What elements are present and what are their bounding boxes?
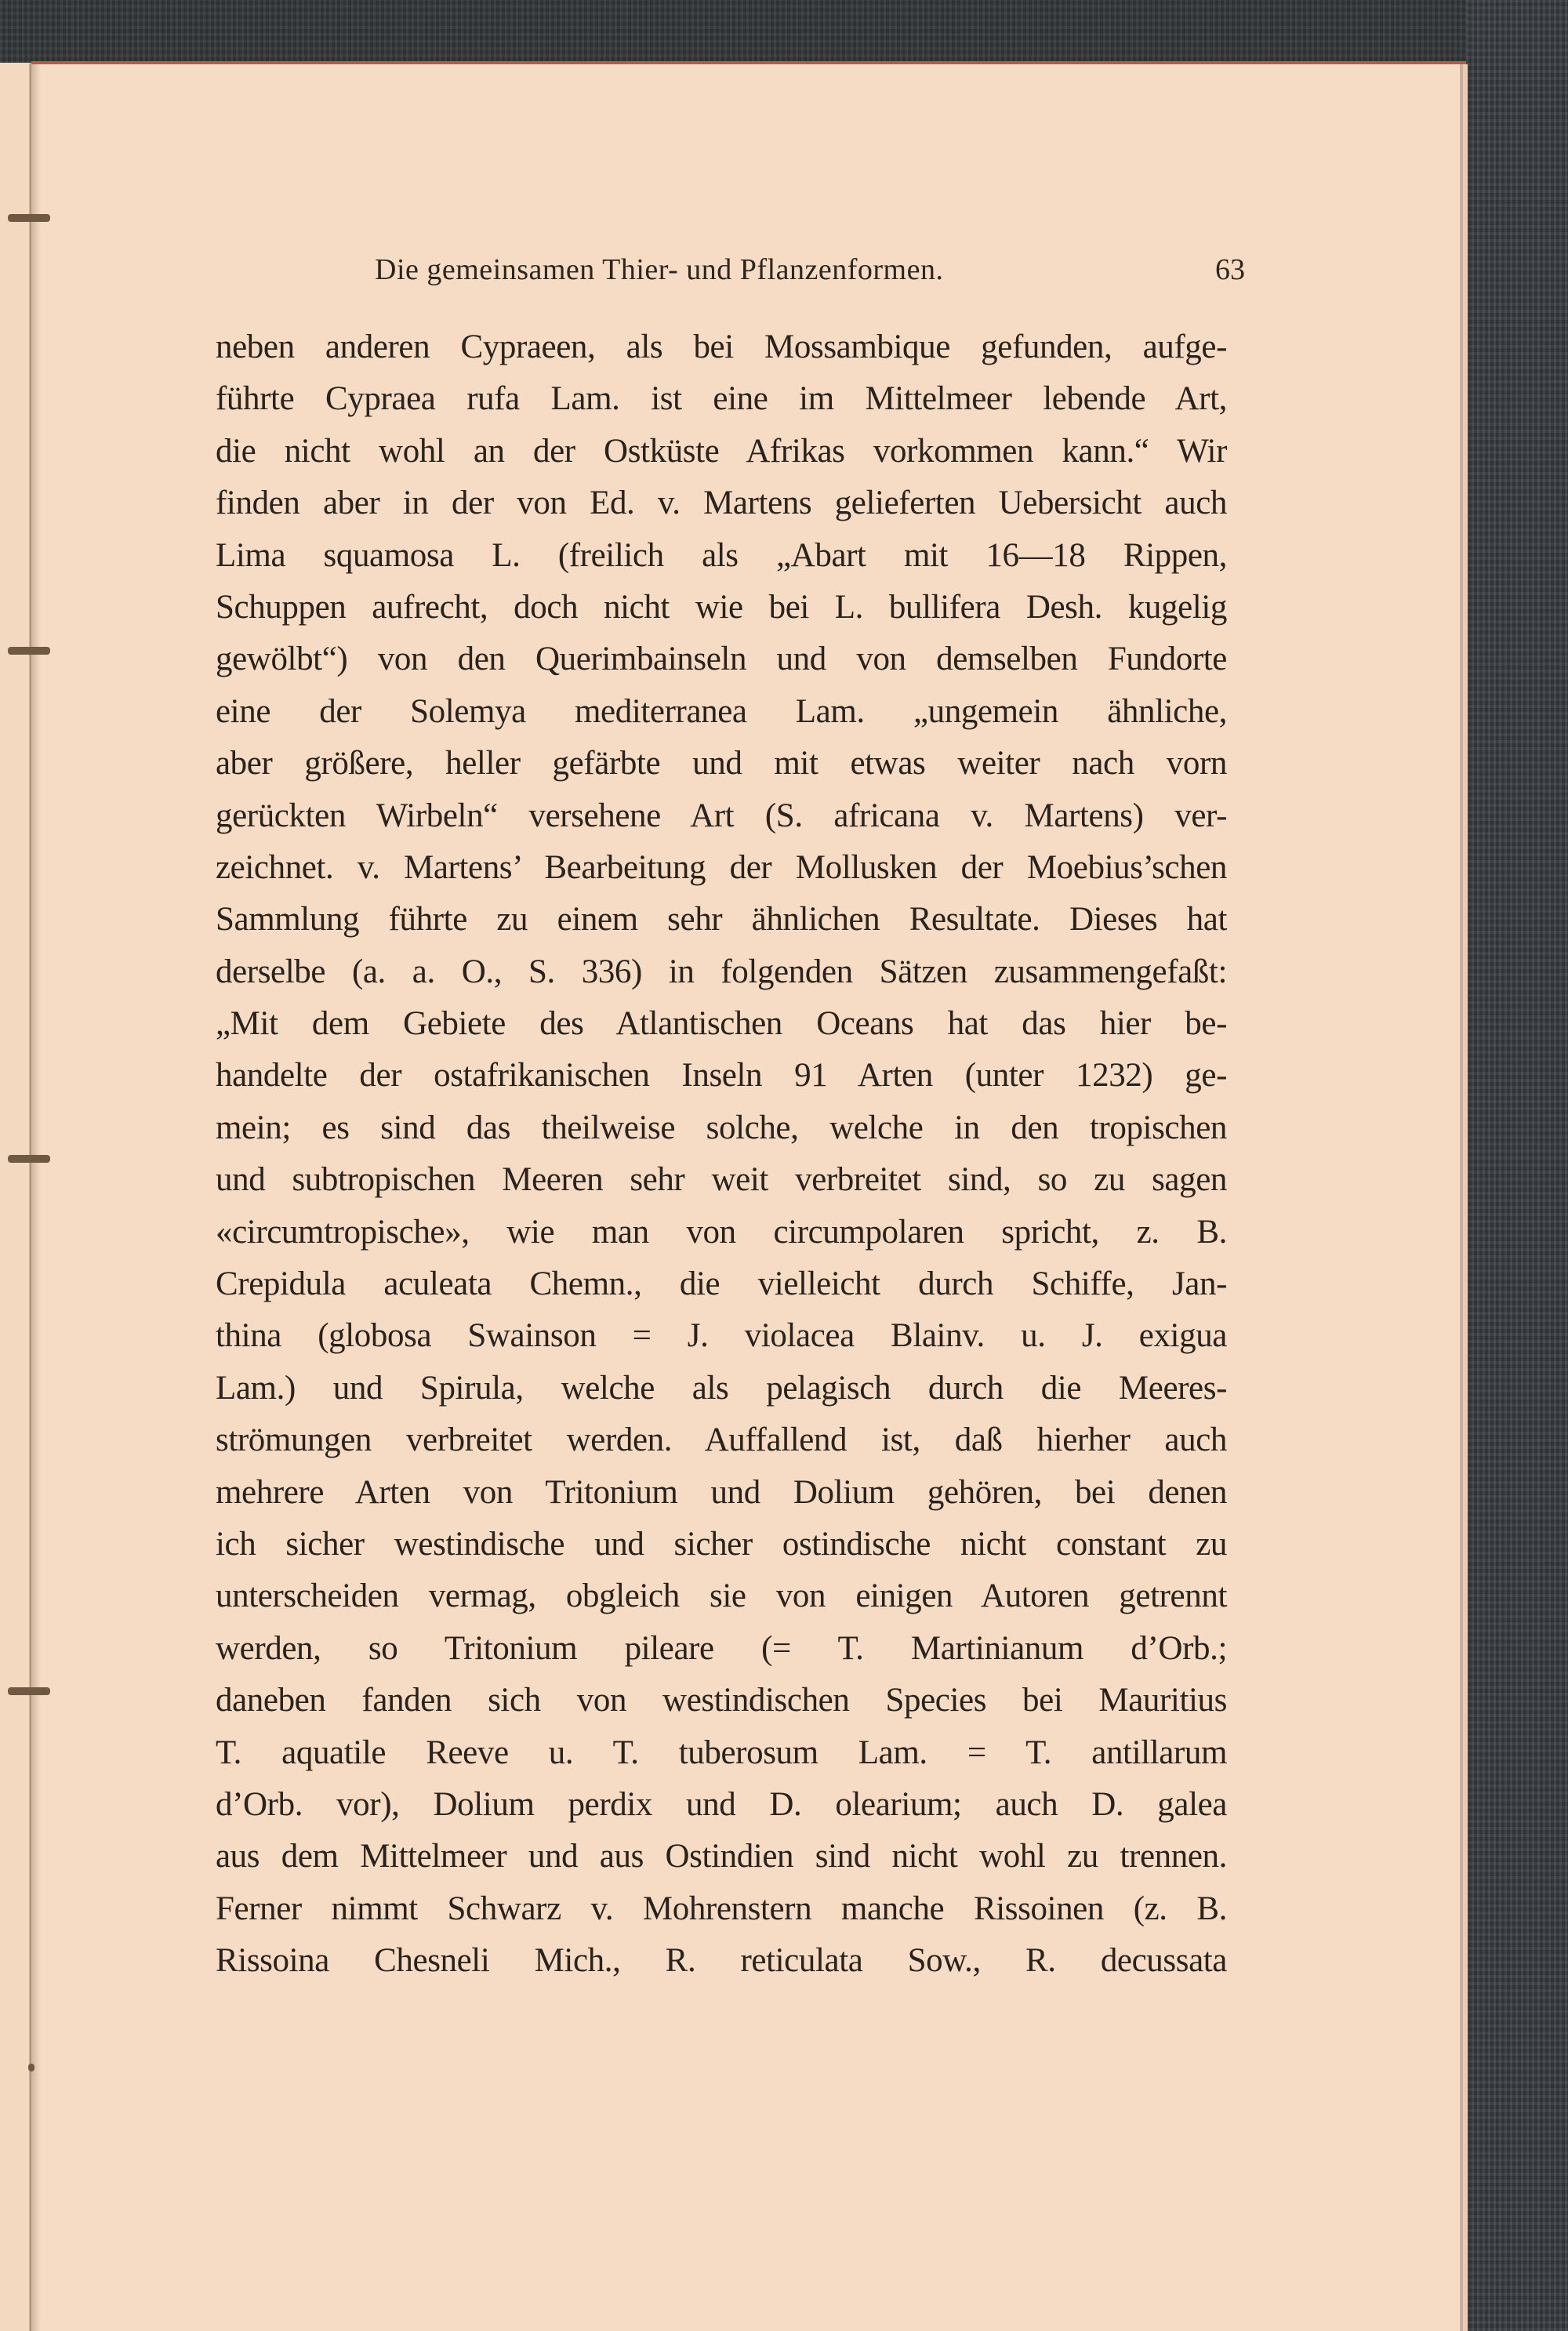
binding-thread-mark (28, 2064, 34, 2071)
text-line: und subtropischen Meeren sehr weit verbreitet sind, so zu sagen (216, 1161, 1227, 1199)
text-line: daneben fanden sich von westindischen Species bei Mauritius (216, 1682, 1227, 1719)
text-line: gewölbt“) von den Querimbainseln und von demselben Fundorte (216, 641, 1227, 678)
text-line: Crepidula aculeata Chemn., die vielleicht durch Schiffe, Jan- (216, 1265, 1227, 1303)
running-head (375, 252, 1245, 287)
text-line: T. aquatile Reeve u. T. tuberosum Lam. = T. antillarum (216, 1734, 1227, 1771)
running-head-title: Die gemeinsamen Thier- und Pflanzenformen. (375, 253, 944, 286)
text-line: handelte der ostafrikanischen Inseln 91 Arten (unter 1232) ge- (216, 1057, 1227, 1095)
text-line: gerückten Wirbeln“ versehene Art (S. africana v. Martens) ver- (216, 797, 1227, 834)
text-line: finden aber in der von Ed. v. Martens gelieferten Uebersicht auch (216, 485, 1227, 522)
text-line: die nicht wohl an der Ostküste Afrikas vorkommen kann.“ Wir (216, 432, 1227, 470)
text-line: aus dem Mittelmeer und aus Ostindien sind nicht wohl zu trennen. (216, 1838, 1227, 1875)
text-line: Lam.) und Spirula, welche als pelagisch durch die Meeres- (216, 1369, 1227, 1407)
page-number: 63 (1215, 253, 1245, 286)
text-line: eine der Solemya mediterranea Lam. „ungemein ähnliche, (216, 692, 1227, 730)
book-binding-top (0, 0, 1568, 64)
text-line: ich sicher westindische und sicher ostindische nicht constant zu (216, 1525, 1227, 1563)
text-line: aber größere, heller gefärbte und mit etwas weiter nach vorn (216, 745, 1227, 782)
text-line: mein; es sind das theilweise solche, welche in den tropischen (216, 1109, 1227, 1146)
text-line: derselbe (a. a. O., S. 336) in folgenden Sätzen zusammengefaßt: (216, 953, 1227, 990)
text-line: werden, so Tritonium pileare (= T. Martinianum d’Orb.; (216, 1629, 1227, 1667)
text-line: zeichnet. v. Martens’ Bearbeitung der Mollusken der Moebius’schen (216, 848, 1227, 886)
text-line: strömungen verbreitet werden. Auffallend ist, daß hierher auch (216, 1421, 1227, 1459)
text-line: thina (globosa Swainson = J. violacea Blainv. u. J. exigua (216, 1317, 1227, 1355)
text-line: führte Cypraea rufa Lam. ist eine im Mittelmeer lebende Art, (216, 380, 1227, 418)
text-line: Lima squamosa L. (freilich als „Abart mit 16—18 Rippen, (216, 536, 1227, 574)
text-line: mehrere Arten von Tritonium und Dolium gehören, bei denen (216, 1473, 1227, 1511)
facing-page-strip (0, 63, 31, 2331)
binding-thread-mark (8, 1155, 50, 1163)
text-line: unterscheiden vermag, obgleich sie von einigen Autoren getrennt (216, 1578, 1227, 1615)
text-line: Ferner nimmt Schwarz v. Mohrenstern manche Rissoinen (z. B. (216, 1890, 1227, 1927)
binding-thread-mark (8, 214, 50, 222)
text-line: „Mit dem Gebiete des Atlantischen Oceans hat das hier be- (216, 1005, 1227, 1043)
body-text (216, 321, 1227, 1988)
text-line: «circumtropische», wie man von circumpolaren spricht, z. B. (216, 1213, 1227, 1251)
gutter-shadow (30, 64, 41, 2331)
binding-thread-mark (8, 1687, 50, 1695)
text-line: neben anderen Cypraeen, als bei Mossambique gefunden, aufge- (216, 329, 1227, 365)
book-binding-right (1466, 0, 1568, 2331)
text-line: Schuppen aufrecht, doch nicht wie bei L. bullifera Desh. kugelig (216, 588, 1227, 626)
text-line: Rissoina Chesneli Mich., R. reticulata Sow., R. decussata (216, 1942, 1227, 1980)
text-line: d’Orb. vor), Dolium perdix und D. olearium; auch D. galea (216, 1785, 1227, 1823)
binding-thread-mark (8, 647, 50, 655)
text-line: Sammlung führte zu einem sehr ähnlichen Resultate. Dieses hat (216, 901, 1227, 939)
